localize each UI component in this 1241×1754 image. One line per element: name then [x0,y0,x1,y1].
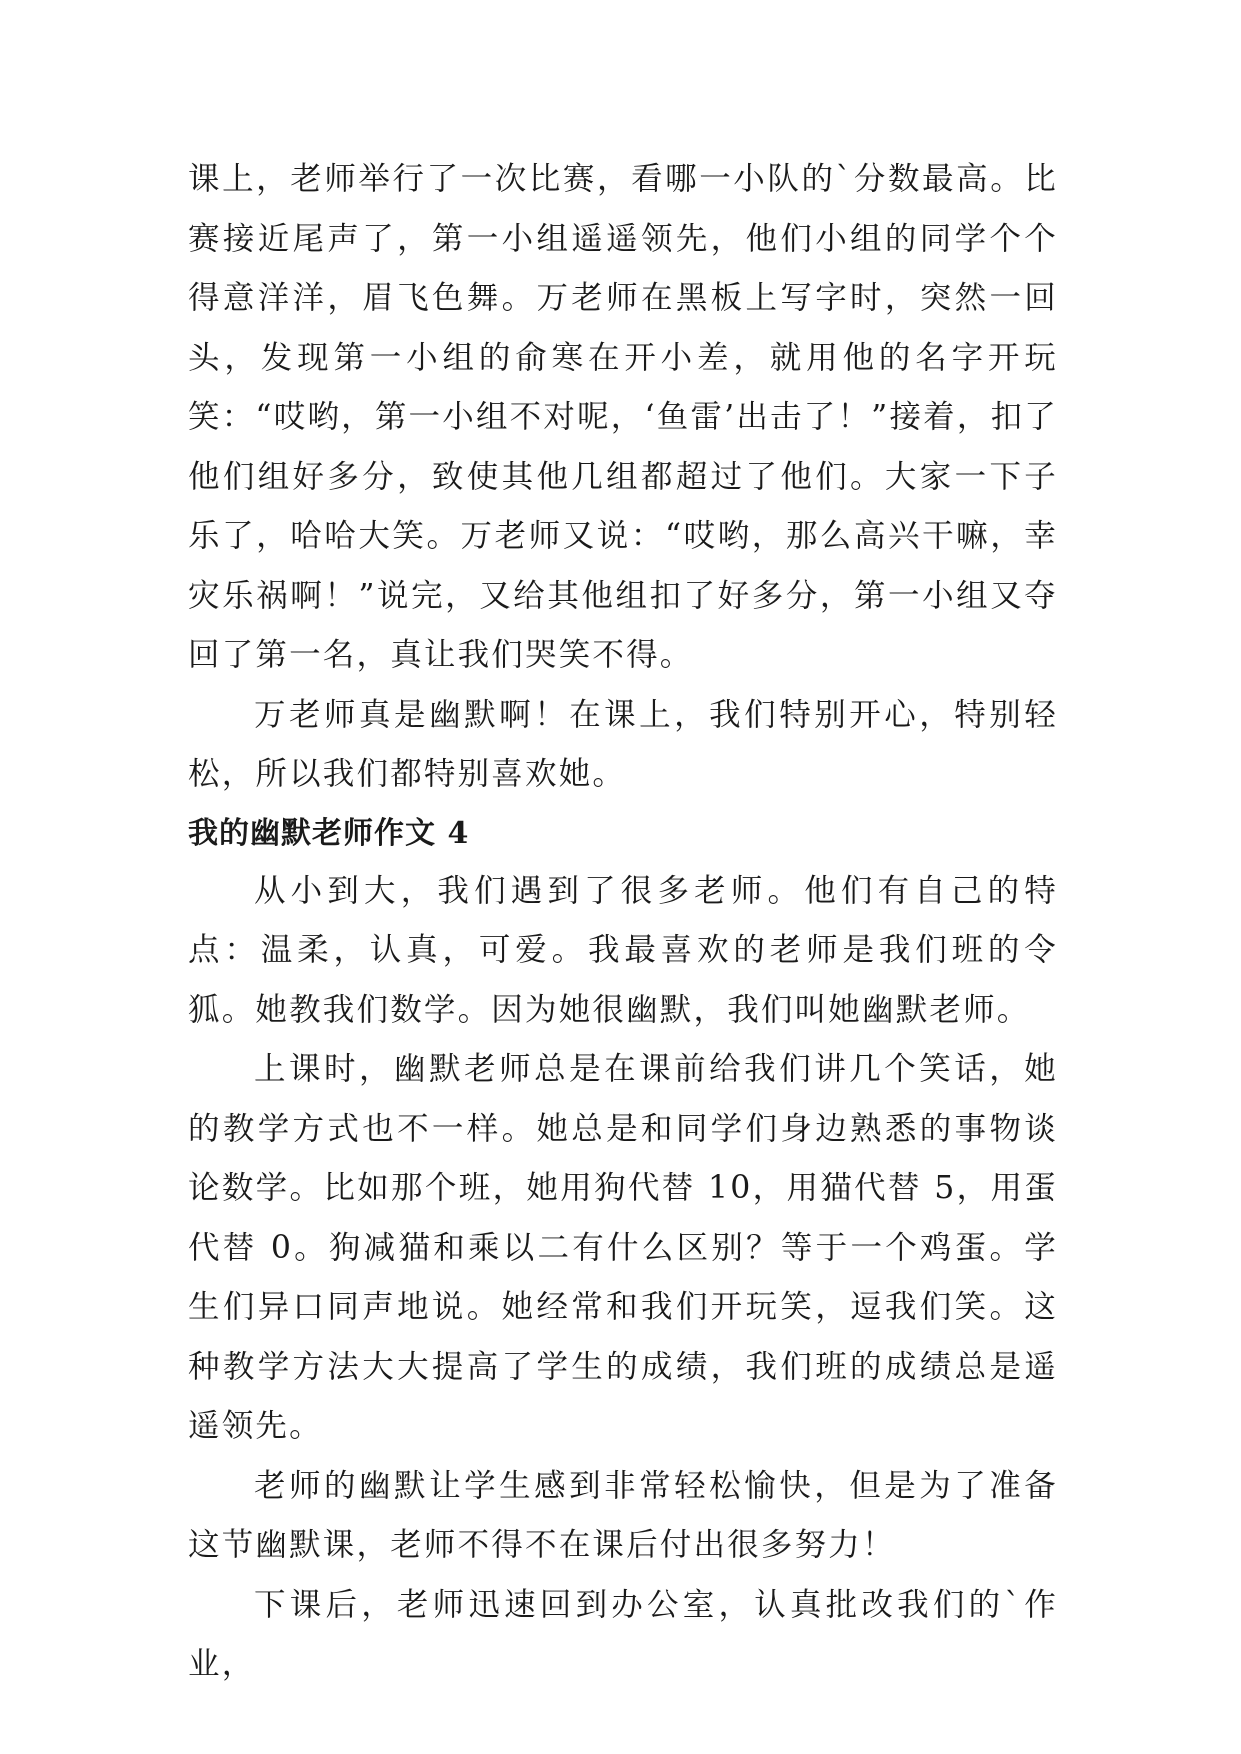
document-page [188,150,1058,1695]
section-heading: 我的幽默老师作文 4 [188,815,470,851]
paragraph-4: 上课时，幽默老师总是在课前给我们讲几个笑话，她的教学方式也不一样。她总是和同学们身边熟悉的事物谈论数学。比如那个班，她用狗代替 10，用猫代替 5，用蛋代替 0。狗减猫和乘以二有什么区别？等于一个鸡蛋。学生们异口同声地说。她经常和我们开玩笑，逗我们笑。这种教学方法大大提高了学生的成绩，我们班的成绩总是遥遥领先。 [188,1051,1058,1444]
paragraph-3: 从小到大，我们遇到了很多老师。他们有自己的特点：温柔，认真，可爱。我最喜欢的老师是我们班的令狐。她教我们数学。因为她很幽默，我们叫她幽默老师。 [188,872,1058,1028]
paragraph-6: 下课后，老师迅速回到办公室，认真批改我们的`作业， [188,1586,1058,1682]
paragraph-2: 万老师真是幽默啊！在课上，我们特别开心，特别轻松，所以我们都特别喜欢她。 [188,696,1058,792]
paragraph-5: 老师的幽默让学生感到非常轻松愉快，但是为了准备这节幽默课，老师不得不在课后付出很多努力！ [188,1467,1058,1563]
paragraph-1: 课上，老师举行了一次比赛，看哪一小队的`分数最高。比赛接近尾声了，第一小组遥遥领先，他们小组的同学个个得意洋洋，眉飞色舞。万老师在黑板上写字时，突然一回头，发现第一小组的俞寒在开小差，就用他的名字开玩笑：“哎哟，第一小组不对呢，‘鱼雷’出击了！”接着，扣了他们组好多分，致使其他几组都超过了他们。大家一下子乐了，哈哈大笑。万老师又说：“哎哟，那么高兴干嘛，幸灾乐祸啊！”说完，又给其他组扣了好多分，第一小组又夺回了第一名，真让我们哭笑不得。 [188,161,1058,673]
